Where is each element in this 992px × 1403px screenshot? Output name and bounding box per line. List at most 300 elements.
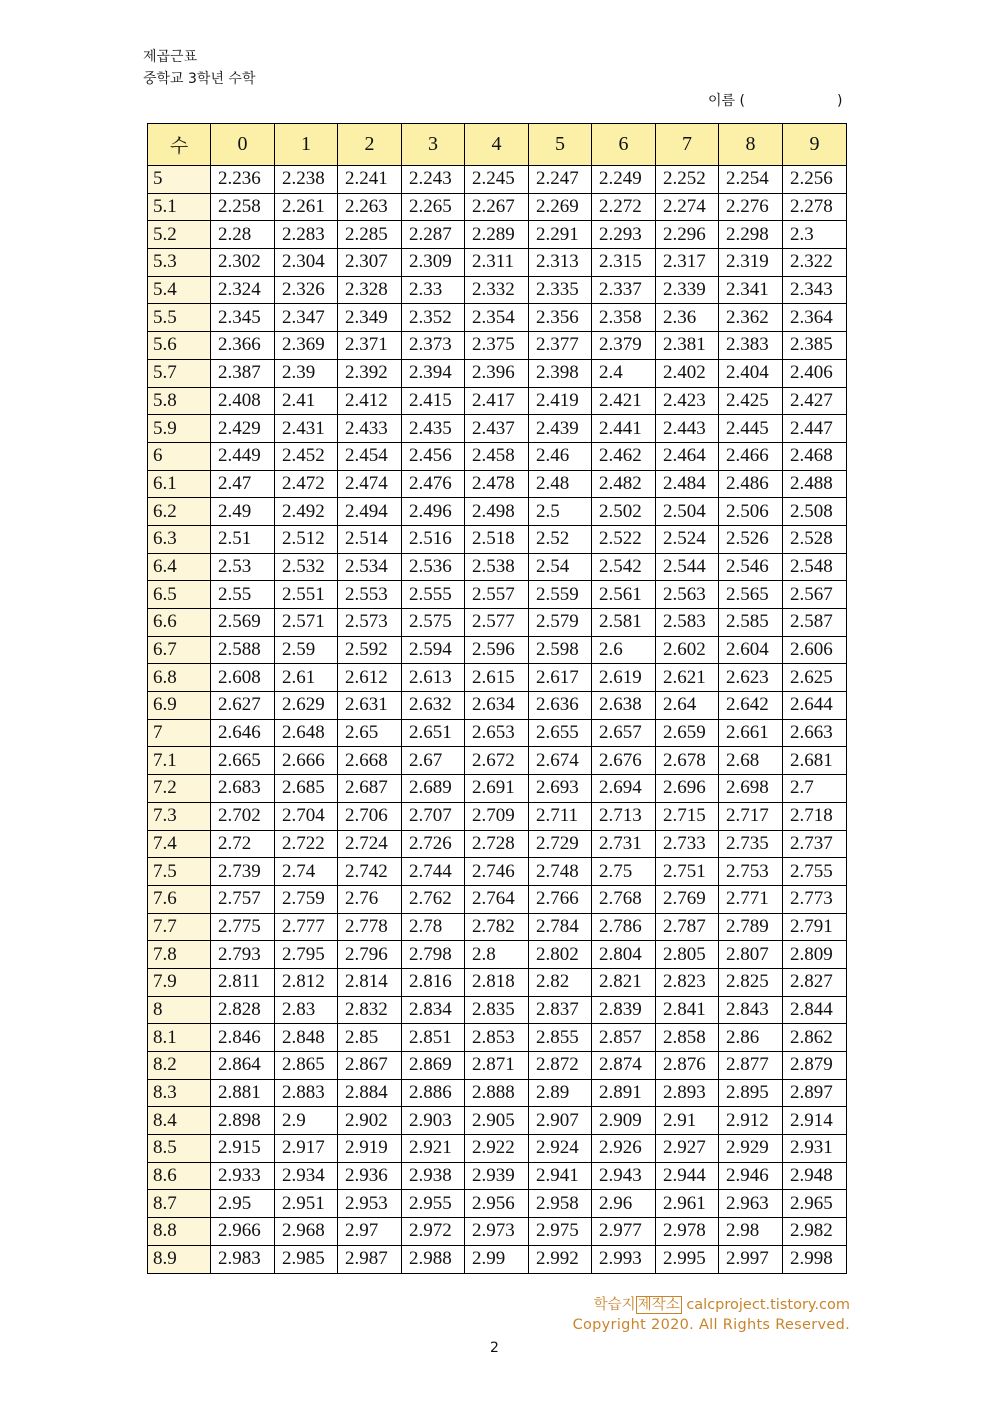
table-cell: 2.821 <box>592 968 656 996</box>
table-cell: 2.408 <box>211 387 275 415</box>
row-label: 8.5 <box>148 1135 211 1163</box>
table-cell: 2.394 <box>402 359 465 387</box>
table-cell: 2.987 <box>338 1245 402 1273</box>
table-cell: 2.588 <box>211 636 275 664</box>
table-cell: 2.431 <box>275 415 338 443</box>
table-cell: 2.3 <box>783 221 847 249</box>
table-cell: 2.823 <box>656 968 719 996</box>
table-cell: 2.676 <box>592 747 656 775</box>
table-cell: 2.85 <box>338 1024 402 1052</box>
row-label: 5.4 <box>148 276 211 304</box>
table-cell: 2.598 <box>529 636 592 664</box>
table-cell: 2.795 <box>275 941 338 969</box>
table-cell: 2.496 <box>402 498 465 526</box>
table-cell: 2.345 <box>211 304 275 332</box>
table-cell: 2.61 <box>275 664 338 692</box>
table-row <box>148 775 847 803</box>
table-cell: 2.709 <box>465 802 529 830</box>
table-cell: 2.447 <box>783 415 847 443</box>
table-cell: 2.557 <box>465 581 529 609</box>
table-cell: 2.796 <box>338 941 402 969</box>
table-cell: 2.575 <box>402 609 465 637</box>
table-cell: 2.762 <box>402 885 465 913</box>
column-header: 4 <box>465 124 529 166</box>
table-cell: 2.689 <box>402 775 465 803</box>
table-cell: 2.898 <box>211 1107 275 1135</box>
table-cell: 2.674 <box>529 747 592 775</box>
table-cell: 2.782 <box>465 913 529 941</box>
table-cell: 2.827 <box>783 968 847 996</box>
row-label: 7.8 <box>148 941 211 969</box>
table-row <box>148 692 847 720</box>
row-label: 7.4 <box>148 830 211 858</box>
table-cell: 2.313 <box>529 249 592 277</box>
table-cell: 2.8 <box>465 941 529 969</box>
table-cell: 2.644 <box>783 692 847 720</box>
table-cell: 2.877 <box>719 1052 783 1080</box>
table-cell: 2.53 <box>211 553 275 581</box>
table-cell: 2.876 <box>656 1052 719 1080</box>
table-cell: 2.449 <box>211 442 275 470</box>
table-cell: 2.98 <box>719 1218 783 1246</box>
table-cell: 2.613 <box>402 664 465 692</box>
table-cell: 2.922 <box>465 1135 529 1163</box>
table-cell: 2.943 <box>592 1162 656 1190</box>
table-cell: 2.988 <box>402 1245 465 1273</box>
table-cell: 2.724 <box>338 830 402 858</box>
table-cell: 2.326 <box>275 276 338 304</box>
table-cell: 2.322 <box>783 249 847 277</box>
row-label: 5.2 <box>148 221 211 249</box>
row-label: 6.3 <box>148 525 211 553</box>
table-cell: 2.274 <box>656 193 719 221</box>
table-cell: 2.933 <box>211 1162 275 1190</box>
table-cell: 2.602 <box>656 636 719 664</box>
table-cell: 2.726 <box>402 830 465 858</box>
table-cell: 2.769 <box>656 885 719 913</box>
table-cell: 2.454 <box>338 442 402 470</box>
table-cell: 2.755 <box>783 858 847 886</box>
row-label: 5.3 <box>148 249 211 277</box>
table-cell: 2.828 <box>211 996 275 1024</box>
table-cell: 2.466 <box>719 442 783 470</box>
table-row <box>148 166 847 194</box>
table-cell: 2.941 <box>529 1162 592 1190</box>
table-cell: 2.381 <box>656 332 719 360</box>
table-cell: 2.728 <box>465 830 529 858</box>
table-cell: 2.366 <box>211 332 275 360</box>
table-cell: 2.573 <box>338 609 402 637</box>
document-title: 제곱근표 <box>143 49 198 65</box>
table-cell: 2.36 <box>656 304 719 332</box>
table-cell: 2.903 <box>402 1107 465 1135</box>
table-cell: 2.278 <box>783 193 847 221</box>
table-cell: 2.263 <box>338 193 402 221</box>
table-cell: 2.583 <box>656 609 719 637</box>
table-cell: 2.555 <box>402 581 465 609</box>
table-cell: 2.698 <box>719 775 783 803</box>
table-cell: 2.267 <box>465 193 529 221</box>
table-cell: 2.415 <box>402 387 465 415</box>
table-cell: 2.362 <box>719 304 783 332</box>
table-cell: 2.751 <box>656 858 719 886</box>
table-cell: 2.464 <box>656 442 719 470</box>
table-cell: 2.773 <box>783 885 847 913</box>
table-cell: 2.777 <box>275 913 338 941</box>
table-cell: 2.653 <box>465 719 529 747</box>
table-cell: 2.526 <box>719 525 783 553</box>
table-cell: 2.291 <box>529 221 592 249</box>
table-cell: 2.311 <box>465 249 529 277</box>
table-cell: 2.65 <box>338 719 402 747</box>
row-label: 7.1 <box>148 747 211 775</box>
table-cell: 2.809 <box>783 941 847 969</box>
row-label: 7.7 <box>148 913 211 941</box>
table-cell: 2.427 <box>783 387 847 415</box>
table-row <box>148 968 847 996</box>
table-cell: 2.439 <box>529 415 592 443</box>
table-cell: 2.508 <box>783 498 847 526</box>
table-cell: 2.771 <box>719 885 783 913</box>
table-row <box>148 609 847 637</box>
table-cell: 2.429 <box>211 415 275 443</box>
table-cell: 2.784 <box>529 913 592 941</box>
table-cell: 2.748 <box>529 858 592 886</box>
table-cell: 2.78 <box>402 913 465 941</box>
table-cell: 2.841 <box>656 996 719 1024</box>
table-cell: 2.764 <box>465 885 529 913</box>
table-cell: 2.307 <box>338 249 402 277</box>
table-cell: 2.371 <box>338 332 402 360</box>
table-cell: 2.608 <box>211 664 275 692</box>
table-header-row <box>148 124 847 166</box>
table-cell: 2.385 <box>783 332 847 360</box>
table-cell: 2.48 <box>529 470 592 498</box>
table-cell: 2.946 <box>719 1162 783 1190</box>
table-row <box>148 1107 847 1135</box>
table-cell: 2.349 <box>338 304 402 332</box>
table-cell: 2.832 <box>338 996 402 1024</box>
table-cell: 2.249 <box>592 166 656 194</box>
table-cell: 2.862 <box>783 1024 847 1052</box>
table-cell: 2.468 <box>783 442 847 470</box>
table-cell: 2.694 <box>592 775 656 803</box>
table-cell: 2.472 <box>275 470 338 498</box>
table-cell: 2.82 <box>529 968 592 996</box>
row-label: 8.1 <box>148 1024 211 1052</box>
table-cell: 2.805 <box>656 941 719 969</box>
table-cell: 2.812 <box>275 968 338 996</box>
table-cell: 2.571 <box>275 609 338 637</box>
table-cell: 2.707 <box>402 802 465 830</box>
table-cell: 2.484 <box>656 470 719 498</box>
brand-boxed: 제작소 <box>637 1297 680 1313</box>
table-cell: 2.91 <box>656 1107 719 1135</box>
column-header: 0 <box>211 124 275 166</box>
table-cell: 2.319 <box>719 249 783 277</box>
table-cell: 2.302 <box>211 249 275 277</box>
table-cell: 2.604 <box>719 636 783 664</box>
table-cell: 2.99 <box>465 1245 529 1273</box>
table-cell: 2.814 <box>338 968 402 996</box>
table-cell: 2.659 <box>656 719 719 747</box>
table-row <box>148 359 847 387</box>
table-cell: 2.939 <box>465 1162 529 1190</box>
table-cell: 2.956 <box>465 1190 529 1218</box>
table-cell: 2.914 <box>783 1107 847 1135</box>
table-cell: 2.912 <box>719 1107 783 1135</box>
table-cell: 2.881 <box>211 1079 275 1107</box>
table-cell: 2.315 <box>592 249 656 277</box>
table-cell: 2.973 <box>465 1218 529 1246</box>
table-cell: 2.581 <box>592 609 656 637</box>
table-cell: 2.276 <box>719 193 783 221</box>
row-label: 6.1 <box>148 470 211 498</box>
table-cell: 2.685 <box>275 775 338 803</box>
table-cell: 2.993 <box>592 1245 656 1273</box>
row-label: 7 <box>148 719 211 747</box>
table-cell: 2.778 <box>338 913 402 941</box>
site-url: calcproject.tistory.com <box>681 1297 850 1313</box>
row-label: 5.1 <box>148 193 211 221</box>
table-row <box>148 415 847 443</box>
table-cell: 2.478 <box>465 470 529 498</box>
table-cell: 2.452 <box>275 442 338 470</box>
table-cell: 2.518 <box>465 525 529 553</box>
table-cell: 2.835 <box>465 996 529 1024</box>
name-field <box>708 90 842 110</box>
table-cell: 2.243 <box>402 166 465 194</box>
row-label: 5.8 <box>148 387 211 415</box>
table-cell: 2.663 <box>783 719 847 747</box>
table-cell: 2.871 <box>465 1052 529 1080</box>
table-cell: 2.853 <box>465 1024 529 1052</box>
table-row <box>148 858 847 886</box>
table-cell: 2.486 <box>719 470 783 498</box>
row-label: 8.3 <box>148 1079 211 1107</box>
table-cell: 2.238 <box>275 166 338 194</box>
column-header: 2 <box>338 124 402 166</box>
table-cell: 2.74 <box>275 858 338 886</box>
table-cell: 2.717 <box>719 802 783 830</box>
row-label: 8.8 <box>148 1218 211 1246</box>
table-cell: 2.47 <box>211 470 275 498</box>
table-cell: 2.494 <box>338 498 402 526</box>
row-label: 6.7 <box>148 636 211 664</box>
table-cell: 2.377 <box>529 332 592 360</box>
table-cell: 2.768 <box>592 885 656 913</box>
table-cell: 2.997 <box>719 1245 783 1273</box>
table-cell: 2.565 <box>719 581 783 609</box>
table-cell: 2.256 <box>783 166 847 194</box>
table-cell: 2.883 <box>275 1079 338 1107</box>
table-cell: 2.757 <box>211 885 275 913</box>
name-close: ) <box>836 93 843 109</box>
table-cell: 2.775 <box>211 913 275 941</box>
table-cell: 2.502 <box>592 498 656 526</box>
table-cell: 2.337 <box>592 276 656 304</box>
table-cell: 2.39 <box>275 359 338 387</box>
table-cell: 2.283 <box>275 221 338 249</box>
table-cell: 2.596 <box>465 636 529 664</box>
table-cell: 2.347 <box>275 304 338 332</box>
table-cell: 2.594 <box>402 636 465 664</box>
table-cell: 2.869 <box>402 1052 465 1080</box>
table-cell: 2.296 <box>656 221 719 249</box>
table-cell: 2.261 <box>275 193 338 221</box>
table-cell: 2.851 <box>402 1024 465 1052</box>
row-label: 5.5 <box>148 304 211 332</box>
column-header: 5 <box>529 124 592 166</box>
table-cell: 2.951 <box>275 1190 338 1218</box>
table-cell: 2.425 <box>719 387 783 415</box>
table-cell: 2.731 <box>592 830 656 858</box>
table-cell: 2.76 <box>338 885 402 913</box>
table-cell: 2.972 <box>402 1218 465 1246</box>
table-cell: 2.587 <box>783 609 847 637</box>
table-cell: 2.968 <box>275 1218 338 1246</box>
table-cell: 2.953 <box>338 1190 402 1218</box>
row-label: 6.9 <box>148 692 211 720</box>
table-cell: 2.977 <box>592 1218 656 1246</box>
row-label: 5 <box>148 166 211 194</box>
table-row <box>148 1024 847 1052</box>
table-cell: 2.421 <box>592 387 656 415</box>
table-cell: 2.718 <box>783 802 847 830</box>
table-cell: 2.364 <box>783 304 847 332</box>
table-cell: 2.753 <box>719 858 783 886</box>
table-cell: 2.858 <box>656 1024 719 1052</box>
table-row <box>148 636 847 664</box>
table-cell: 2.961 <box>656 1190 719 1218</box>
table-cell: 2.678 <box>656 747 719 775</box>
table-cell: 2.683 <box>211 775 275 803</box>
table-row <box>148 1190 847 1218</box>
table-row <box>148 249 847 277</box>
table-cell: 2.592 <box>338 636 402 664</box>
table-cell: 2.888 <box>465 1079 529 1107</box>
row-label: 6.2 <box>148 498 211 526</box>
table-cell: 2.915 <box>211 1135 275 1163</box>
table-cell: 2.339 <box>656 276 719 304</box>
table-cell: 2.681 <box>783 747 847 775</box>
row-label: 5.6 <box>148 332 211 360</box>
table-cell: 2.733 <box>656 830 719 858</box>
copyright-notice: Copyright 2020. All Rights Reserved. <box>572 1317 850 1333</box>
table-cell: 2.75 <box>592 858 656 886</box>
table-cell: 2.938 <box>402 1162 465 1190</box>
table-cell: 2.419 <box>529 387 592 415</box>
table-cell: 2.632 <box>402 692 465 720</box>
table-cell: 2.844 <box>783 996 847 1024</box>
row-label: 7.5 <box>148 858 211 886</box>
table-cell: 2.72 <box>211 830 275 858</box>
table-cell: 2.538 <box>465 553 529 581</box>
table-row <box>148 885 847 913</box>
table-cell: 2.715 <box>656 802 719 830</box>
table-cell: 2.802 <box>529 941 592 969</box>
table-row <box>148 719 847 747</box>
table-cell: 2.655 <box>529 719 592 747</box>
table-cell: 2.702 <box>211 802 275 830</box>
table-cell: 2.766 <box>529 885 592 913</box>
table-cell: 2.995 <box>656 1245 719 1273</box>
table-cell: 2.7 <box>783 775 847 803</box>
table-cell: 2.387 <box>211 359 275 387</box>
table-cell: 2.735 <box>719 830 783 858</box>
table-cell: 2.742 <box>338 858 402 886</box>
table-cell: 2.711 <box>529 802 592 830</box>
table-cell: 2.68 <box>719 747 783 775</box>
table-cell: 2.559 <box>529 581 592 609</box>
table-cell: 2.807 <box>719 941 783 969</box>
row-label: 6.6 <box>148 609 211 637</box>
table-row <box>148 747 847 775</box>
table-cell: 2.252 <box>656 166 719 194</box>
table-cell: 2.28 <box>211 221 275 249</box>
table-cell: 2.41 <box>275 387 338 415</box>
table-cell: 2.672 <box>465 747 529 775</box>
table-cell: 2.864 <box>211 1052 275 1080</box>
table-cell: 2.839 <box>592 996 656 1024</box>
table-cell: 2.354 <box>465 304 529 332</box>
table-cell: 2.948 <box>783 1162 847 1190</box>
table-row <box>148 664 847 692</box>
table-cell: 2.907 <box>529 1107 592 1135</box>
table-row <box>148 1135 847 1163</box>
table-cell: 2.706 <box>338 802 402 830</box>
table-cell: 2.51 <box>211 525 275 553</box>
table-cell: 2.825 <box>719 968 783 996</box>
table-cell: 2.837 <box>529 996 592 1024</box>
table-cell: 2.958 <box>529 1190 592 1218</box>
table-cell: 2.373 <box>402 332 465 360</box>
table-cell: 2.744 <box>402 858 465 886</box>
table-cell: 2.492 <box>275 498 338 526</box>
row-label: 8.9 <box>148 1245 211 1273</box>
name-label: 이름 ( <box>708 93 745 109</box>
table-cell: 2.623 <box>719 664 783 692</box>
column-header: 9 <box>783 124 847 166</box>
table-cell: 2.963 <box>719 1190 783 1218</box>
table-cell: 2.482 <box>592 470 656 498</box>
row-label: 6.5 <box>148 581 211 609</box>
table-row <box>148 276 847 304</box>
row-label: 8.7 <box>148 1190 211 1218</box>
table-cell: 2.258 <box>211 193 275 221</box>
table-cell: 2.857 <box>592 1024 656 1052</box>
table-cell: 2.909 <box>592 1107 656 1135</box>
table-cell: 2.536 <box>402 553 465 581</box>
column-header: 6 <box>592 124 656 166</box>
table-cell: 2.309 <box>402 249 465 277</box>
table-cell: 2.341 <box>719 276 783 304</box>
table-cell: 2.931 <box>783 1135 847 1163</box>
row-label: 7.3 <box>148 802 211 830</box>
table-cell: 2.924 <box>529 1135 592 1163</box>
table-cell: 2.787 <box>656 913 719 941</box>
table-cell: 2.615 <box>465 664 529 692</box>
table-row <box>148 1052 847 1080</box>
table-cell: 2.816 <box>402 968 465 996</box>
table-cell: 2.441 <box>592 415 656 443</box>
table-cell: 2.458 <box>465 442 529 470</box>
table-row <box>148 525 847 553</box>
table-cell: 2.982 <box>783 1218 847 1246</box>
table-cell: 2.287 <box>402 221 465 249</box>
table-cell: 2.642 <box>719 692 783 720</box>
row-label: 5.7 <box>148 359 211 387</box>
